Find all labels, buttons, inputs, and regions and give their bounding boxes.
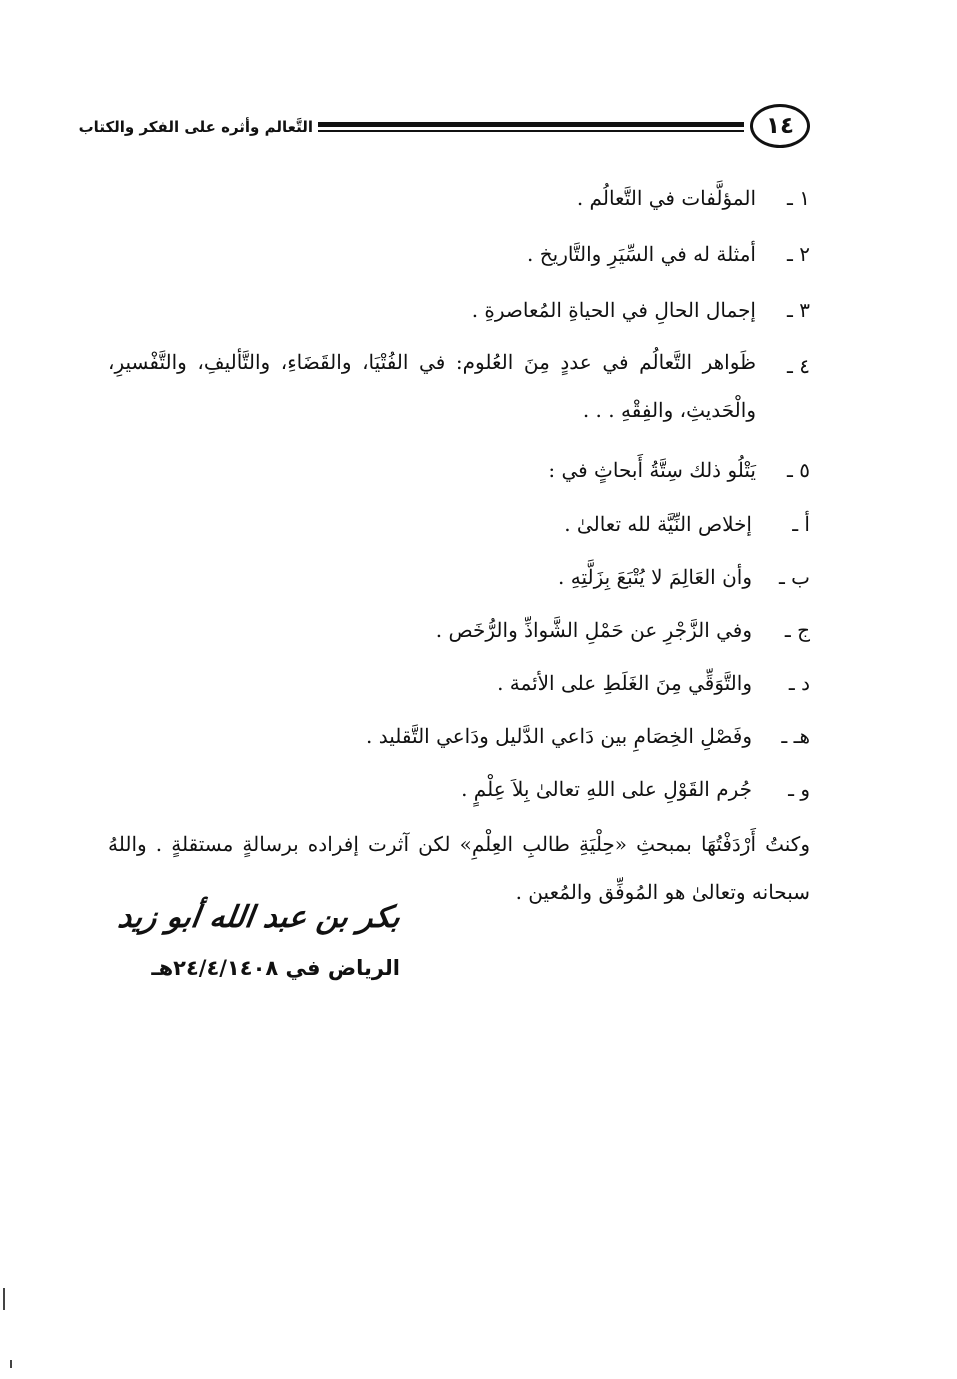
sub-item-letter: ج ـ: [784, 618, 810, 642]
place-and-date: الرياض في ٢٤/٤/١٤٠٨هـ: [151, 956, 400, 980]
running-header: [78, 104, 810, 156]
item-number: ٣ ـ: [787, 298, 810, 322]
item-number: ٥ ـ: [787, 458, 810, 482]
list-item: [108, 442, 810, 498]
header-rule: [318, 122, 744, 132]
sub-item-text: جُرم القَوْلِ على اللهِ تعالىٰ بِلاَ عِلْمٍ .: [461, 777, 752, 801]
closing-paragraph: وكنتُ أَرْدَفْتُهَا بمبحثِ «حِلْيَةِ طالبِ العِلْمِ» لكن آثرت إفراده برسالةٍ مستقلةٍ . واللهُ سبحانه وتعالىٰ هو المُوفِّق والمُعين .: [108, 832, 810, 904]
sub-item-letter: و ـ: [788, 777, 810, 801]
page-number: ١٤: [750, 104, 810, 148]
sub-list-item: [108, 657, 810, 710]
author-signature: بكر بن عبد الله أبو زيد: [115, 900, 403, 935]
sub-item-text: وأن العَالِمَ لا يُتْبَعَ بِزَلَّتِهِ .: [558, 565, 752, 589]
page-body: [108, 170, 810, 936]
list-item: [108, 338, 810, 442]
item-number: ٤ ـ: [787, 354, 810, 378]
running-title: التَّعالم وأثره على الفكر والكتاب: [78, 118, 313, 136]
sub-list-item: [108, 604, 810, 657]
header-rule-thin: [318, 130, 744, 132]
scan-edge-mark: [3, 1288, 5, 1310]
list-item: [108, 282, 810, 338]
item-text: يَتْلُو ذلك سِتَّةُ أَبحاثٍ في :: [548, 458, 756, 482]
item-number: ١ ـ: [787, 186, 810, 210]
list-item: [108, 170, 810, 226]
sub-item-letter: أ ـ: [792, 512, 810, 536]
sub-list-item: [108, 551, 810, 604]
item-text: أمثلة له في السِّيَرِ والتَّاريخ .: [527, 242, 756, 266]
scan-edge-mark: [10, 1360, 12, 1368]
sub-list-item: [108, 498, 810, 551]
sub-item-text: والتَّوَقِّي مِنَ الغَلَطِ على الأئمة .: [497, 671, 752, 695]
item-text: المؤلَّفات في التَّعالُم .: [576, 186, 756, 210]
sub-item-letter: ب ـ: [778, 565, 810, 589]
list-item: [108, 226, 810, 282]
sub-item-text: وفَصْلِ الخِصَامِ بين دَاعي الدَّليل ودَاعي التَّقليد .: [366, 724, 752, 748]
item-text: ظَواهر التَّعالُم في عددٍ مِنَ العُلوم: في الفُتْيَا، والقَضَاءِ، والتَّأليفِ، والتَّفْسيرِ، والْحَديثِ، والفِقْهِ . . .: [108, 350, 756, 422]
sub-item-letter: هـ ـ: [781, 724, 810, 748]
sub-item-text: إخلاص النِّيَّة لله تعالىٰ .: [564, 512, 752, 536]
sub-item-letter: د ـ: [788, 671, 810, 695]
sub-item-text: وفي الزَّجْرِ عن حَمْلِ الشَّواذِّ والرُّخَص .: [435, 618, 752, 642]
sub-list-item: [108, 763, 810, 816]
item-text: إجمال الحالِ في الحياةِ المُعاصرةِ .: [471, 298, 756, 322]
header-rule-thick: [318, 122, 744, 127]
item-number: ٢ ـ: [787, 242, 810, 266]
sub-list-item: [108, 710, 810, 763]
